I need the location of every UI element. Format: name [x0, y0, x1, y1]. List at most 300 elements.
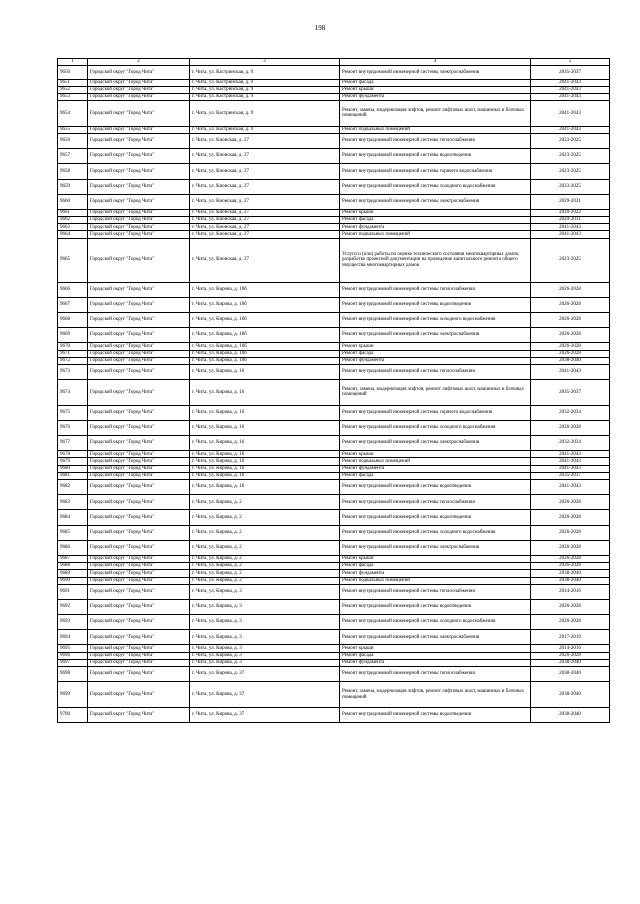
- municipality-cell: Городской округ "Город Чита": [88, 420, 190, 435]
- address-cell: г. Чита, ул. Кирова, д. 16: [190, 451, 340, 458]
- municipality-cell: Городской округ "Город Чита": [88, 357, 190, 364]
- work-type-cell: Ремонт фундамента: [340, 357, 531, 364]
- row-number: 9686: [58, 540, 88, 555]
- table-row: [58, 465, 610, 472]
- column-header: 1: [58, 59, 88, 66]
- table-row: [58, 238, 610, 282]
- row-number: 9694: [58, 630, 88, 645]
- row-number: 9659: [58, 179, 88, 194]
- period-cell: 2035-2037: [531, 380, 610, 406]
- table-row: [58, 217, 610, 224]
- work-type-cell: Ремонт фундамента: [340, 224, 531, 231]
- row-number: 9658: [58, 164, 88, 179]
- table-header-row: [58, 59, 610, 66]
- address-cell: г. Чита, ул. Кирова, д. 37: [190, 682, 340, 708]
- period-cell: 2038-2040: [531, 570, 610, 577]
- address-cell: г. Чита, ул. Кирова, д. 2: [190, 525, 340, 540]
- municipality-cell: Городской округ "Город Чита": [88, 510, 190, 525]
- row-number: 9678: [58, 451, 88, 458]
- work-type-cell: Ремонт внутридомовой инженерной системы водоотведения: [340, 149, 531, 164]
- row-number: 9674: [58, 380, 88, 406]
- period-cell: 2020-2022: [531, 209, 610, 216]
- table-row: [58, 101, 610, 127]
- row-number: 9673: [58, 364, 88, 379]
- period-cell: 2026-2028: [531, 495, 610, 510]
- period-cell: 2023-2025: [531, 149, 610, 164]
- work-type-cell: Ремонт внутридомовой инженерной системы холодного водоснабжения: [340, 179, 531, 194]
- work-type-cell: Ремонт внутридомовой инженерной системы электроснабжения: [340, 194, 531, 209]
- table-row: [58, 297, 610, 312]
- work-type-cell: Ремонт подвальных помещений: [340, 458, 531, 465]
- period-cell: 2026-2028: [531, 297, 610, 312]
- period-cell: 2038-2040: [531, 577, 610, 584]
- table-row: [58, 525, 610, 540]
- address-cell: г. Чита, ул. Кирова, д. 10б: [190, 297, 340, 312]
- work-type-cell: Ремонт внутридомовой инженерной системы водоотведения: [340, 297, 531, 312]
- address-cell: г. Чита, ул. Кионская, д. 27: [190, 149, 340, 164]
- row-number: 9672: [58, 357, 88, 364]
- work-type-cell: Ремонт внутридомовой инженерной системы электроснабжения: [340, 436, 531, 451]
- row-number: 9675: [58, 405, 88, 420]
- row-number: 9657: [58, 149, 88, 164]
- table-row: [58, 563, 610, 570]
- municipality-cell: Городской округ "Город Чита": [88, 652, 190, 659]
- work-type-cell: Ремонт внутридомовой инженерной системы электроснабжения: [340, 328, 531, 343]
- table-row: [58, 652, 610, 659]
- address-cell: г. Чита, ул. Кастринская, д. 9: [190, 126, 340, 133]
- period-cell: 2023-2025: [531, 133, 610, 148]
- row-number: 9700: [58, 707, 88, 722]
- work-type-cell: Услуги и (или) работы по оценке технического состояния многоквартирных домов, разработке проектной документации на проведение капитального ремонта общего имущества многоквартирных домов: [340, 238, 531, 282]
- municipality-cell: Городской округ "Город Чита": [88, 570, 190, 577]
- municipality-cell: Городской округ "Город Чита": [88, 659, 190, 666]
- address-cell: г. Чита, ул. Кирова, д. 2: [190, 510, 340, 525]
- table-row: [58, 584, 610, 599]
- address-cell: г. Чита, ул. Кирова, д. 10б: [190, 313, 340, 328]
- municipality-cell: Городской округ "Город Чита": [88, 238, 190, 282]
- table-row: [58, 707, 610, 722]
- row-number: 9695: [58, 645, 88, 652]
- address-cell: г. Чита, ул. Кирова, д. 16: [190, 465, 340, 472]
- period-cell: 2026-2028: [531, 525, 610, 540]
- row-number: 9679: [58, 458, 88, 465]
- period-cell: 2041-2043: [531, 101, 610, 127]
- municipality-cell: Городской округ "Город Чита": [88, 149, 190, 164]
- period-cell: 2026-2028: [531, 599, 610, 614]
- work-type-cell: Ремонт внутридомовой инженерной системы водоотведения: [340, 480, 531, 495]
- period-cell: 2023-2025: [531, 164, 610, 179]
- work-type-cell: Ремонт внутридомовой инженерной системы водоотведения: [340, 707, 531, 722]
- period-cell: 2026-2028: [531, 563, 610, 570]
- period-cell: 2026-2028: [531, 328, 610, 343]
- row-number: 9668: [58, 313, 88, 328]
- municipality-cell: Городской округ "Город Чита": [88, 667, 190, 682]
- table-row: [58, 126, 610, 133]
- municipality-cell: Городской округ "Город Чита": [88, 86, 190, 93]
- municipality-cell: Городской округ "Город Чита": [88, 599, 190, 614]
- row-number: 9693: [58, 615, 88, 630]
- address-cell: г. Чита, ул. Кирова, д. 16: [190, 364, 340, 379]
- work-type-cell: Ремонт внутридомовой инженерной системы холодного водоснабжения: [340, 615, 531, 630]
- address-cell: г. Чита, ул. Кионская, д. 27: [190, 238, 340, 282]
- table-row: [58, 472, 610, 479]
- address-cell: г. Чита, ул. Кирова, д. 2: [190, 495, 340, 510]
- table-row: [58, 458, 610, 465]
- period-cell: 2038-2040: [531, 357, 610, 364]
- table-row: [58, 380, 610, 406]
- work-type-cell: Ремонт, замена, модернизация лифтов, ремонт лифтовых шахт, машинных и блочных помещений: [340, 682, 531, 708]
- table-row: [58, 66, 610, 80]
- municipality-cell: Городской округ "Город Чита": [88, 682, 190, 708]
- address-cell: г. Чита, ул. Кирова, д. 2: [190, 540, 340, 555]
- address-cell: г. Чита, ул. Кастринская, д. 9: [190, 79, 340, 86]
- municipality-cell: Городской округ "Город Чита": [88, 101, 190, 127]
- period-cell: 2038-2040: [531, 667, 610, 682]
- table-row: [58, 133, 610, 148]
- table-row: [58, 209, 610, 216]
- municipality-cell: Городской округ "Город Чита": [88, 66, 190, 80]
- row-number: 9683: [58, 495, 88, 510]
- municipality-cell: Городской округ "Город Чита": [88, 194, 190, 209]
- municipality-cell: Городской округ "Город Чита": [88, 563, 190, 570]
- table-row: [58, 570, 610, 577]
- table-row: [58, 79, 610, 86]
- period-cell: 2026-2028: [531, 313, 610, 328]
- work-type-cell: Ремонт фасада: [340, 217, 531, 224]
- address-cell: г. Чита, ул. Кирова, д. 16: [190, 405, 340, 420]
- municipality-cell: Городской округ "Город Чита": [88, 282, 190, 297]
- work-type-cell: Ремонт фасада: [340, 652, 531, 659]
- work-type-cell: Ремонт внутридомовой инженерной системы водоотведения: [340, 510, 531, 525]
- table-row: [58, 343, 610, 350]
- table-row: [58, 630, 610, 645]
- row-number: 9650: [58, 66, 88, 80]
- row-number: 9664: [58, 231, 88, 238]
- municipality-cell: Городской округ "Город Чита": [88, 93, 190, 100]
- work-type-cell: Ремонт крыши: [340, 343, 531, 350]
- address-cell: г. Чита, ул. Кирова, д. 2: [190, 570, 340, 577]
- municipality-cell: Городской округ "Город Чита": [88, 79, 190, 86]
- period-cell: 2032-2034: [531, 405, 610, 420]
- municipality-cell: Городской округ "Город Чита": [88, 179, 190, 194]
- row-number: 9680: [58, 465, 88, 472]
- period-cell: 2026-2028: [531, 652, 610, 659]
- municipality-cell: Городской округ "Город Чита": [88, 126, 190, 133]
- address-cell: г. Чита, ул. Кирова, д. 10б: [190, 357, 340, 364]
- municipality-cell: Городской округ "Город Чита": [88, 380, 190, 406]
- period-cell: 2041-2043: [531, 465, 610, 472]
- table-row: [58, 451, 610, 458]
- address-cell: г. Чита, ул. Кирова, д. 10б: [190, 350, 340, 357]
- work-type-cell: Ремонт внутридомовой инженерной системы горячего водоснабжения: [340, 405, 531, 420]
- period-cell: 2026-2028: [531, 615, 610, 630]
- row-number: 9655: [58, 126, 88, 133]
- work-type-cell: Ремонт, замена, модернизация лифтов, ремонт лифтовых шахт, машинных и блочных помещений: [340, 380, 531, 406]
- row-number: 9670: [58, 343, 88, 350]
- row-number: 9685: [58, 525, 88, 540]
- table-row: [58, 231, 610, 238]
- work-type-cell: Ремонт внутридомовой инженерной системы теплоснабжения: [340, 667, 531, 682]
- work-type-cell: Ремонт внутридомовой инженерной системы водоотведения: [340, 599, 531, 614]
- work-type-cell: Ремонт крыши: [340, 451, 531, 458]
- row-number: 9669: [58, 328, 88, 343]
- table-row: [58, 224, 610, 231]
- address-cell: г. Чита, ул. Кионская, д. 27: [190, 194, 340, 209]
- work-type-cell: Ремонт подвальных помещений: [340, 126, 531, 133]
- municipality-cell: Городской округ "Город Чита": [88, 297, 190, 312]
- work-type-cell: Ремонт подвальных помещений: [340, 231, 531, 238]
- table-row: [58, 86, 610, 93]
- work-type-cell: Ремонт фасада: [340, 472, 531, 479]
- table-row: [58, 667, 610, 682]
- period-cell: 2041-2043: [531, 451, 610, 458]
- row-number: 9662: [58, 217, 88, 224]
- row-number: 9690: [58, 577, 88, 584]
- row-number: 9691: [58, 584, 88, 599]
- row-number: 9689: [58, 570, 88, 577]
- municipality-cell: Городской округ "Город Чита": [88, 525, 190, 540]
- table-row: [58, 420, 610, 435]
- municipality-cell: Городской округ "Город Чита": [88, 209, 190, 216]
- row-number: 9654: [58, 101, 88, 127]
- municipality-cell: Городской округ "Город Чита": [88, 630, 190, 645]
- row-number: 9651: [58, 79, 88, 86]
- work-type-cell: Ремонт внутридомовой инженерной системы теплоснабжения: [340, 584, 531, 599]
- period-cell: 2041-2043: [531, 126, 610, 133]
- period-cell: 2041-2043: [531, 224, 610, 231]
- municipality-cell: Городской округ "Город Чита": [88, 313, 190, 328]
- municipality-cell: Городской округ "Город Чита": [88, 328, 190, 343]
- work-type-cell: Ремонт внутридомовой инженерной системы электроснабжения: [340, 540, 531, 555]
- table-row: [58, 179, 610, 194]
- work-type-cell: Ремонт крыши: [340, 209, 531, 216]
- work-type-cell: Ремонт внутридомовой инженерной системы электроснабжения: [340, 630, 531, 645]
- row-number: 9684: [58, 510, 88, 525]
- period-cell: 2041-2043: [531, 79, 610, 86]
- table-row: [58, 313, 610, 328]
- address-cell: г. Чита, ул. Кионская, д. 27: [190, 217, 340, 224]
- period-cell: 2014-2016: [531, 645, 610, 652]
- address-cell: г. Чита, ул. Кирова, д. 16: [190, 472, 340, 479]
- municipality-cell: Городской округ "Город Чита": [88, 405, 190, 420]
- row-number: 9697: [58, 659, 88, 666]
- municipality-cell: Городской округ "Город Чита": [88, 645, 190, 652]
- address-cell: г. Чита, ул. Кирова, д. 3: [190, 645, 340, 652]
- address-cell: г. Чита, ул. Кирова, д. 3: [190, 652, 340, 659]
- work-type-cell: Ремонт внутридомовой инженерной системы теплоснабжения: [340, 495, 531, 510]
- table-row: [58, 555, 610, 562]
- address-cell: г. Чита, ул. Кирова, д. 10б: [190, 343, 340, 350]
- address-cell: г. Чита, ул. Кионская, д. 27: [190, 179, 340, 194]
- municipality-cell: Городской округ "Город Чита": [88, 436, 190, 451]
- table-row: [58, 436, 610, 451]
- work-type-cell: Ремонт внутридомовой инженерной системы теплоснабжения: [340, 364, 531, 379]
- row-number: 9656: [58, 133, 88, 148]
- address-cell: г. Чита, ул. Кионская, д. 27: [190, 133, 340, 148]
- address-cell: г. Чита, ул. Кирова, д. 16: [190, 436, 340, 451]
- work-type-cell: Ремонт, замена, модернизация лифтов, ремонт лифтовых шахт, машинных и блочных помещений: [340, 101, 531, 127]
- address-cell: г. Чита, ул. Кирова, д. 37: [190, 667, 340, 682]
- municipality-cell: Городской округ "Город Чита": [88, 133, 190, 148]
- row-number: 9676: [58, 420, 88, 435]
- row-number: 9692: [58, 599, 88, 614]
- period-cell: 2035-2037: [531, 472, 610, 479]
- address-cell: г. Чита, ул. Кирова, д. 3: [190, 584, 340, 599]
- work-type-cell: Ремонт внутридомовой инженерной системы электроснабжения: [340, 66, 531, 80]
- period-cell: 2026-2028: [531, 350, 610, 357]
- period-cell: 2029-2031: [531, 194, 610, 209]
- address-cell: г. Чита, ул. Кирова, д. 2: [190, 555, 340, 562]
- period-cell: 2041-2043: [531, 86, 610, 93]
- period-cell: 2041-2043: [531, 458, 610, 465]
- period-cell: 2023-2025: [531, 179, 610, 194]
- work-type-cell: Ремонт фундамента: [340, 465, 531, 472]
- period-cell: 2041-2043: [531, 364, 610, 379]
- address-cell: г. Чита, ул. Кастринская, д. 9: [190, 66, 340, 80]
- table-row: [58, 510, 610, 525]
- work-type-cell: Ремонт фундамента: [340, 659, 531, 666]
- row-number: 9688: [58, 563, 88, 570]
- municipality-cell: Городской округ "Город Чита": [88, 350, 190, 357]
- row-number: 9665: [58, 238, 88, 282]
- table-row: [58, 480, 610, 495]
- table-row: [58, 599, 610, 614]
- municipality-cell: Городской округ "Город Чита": [88, 480, 190, 495]
- row-number: 9652: [58, 86, 88, 93]
- address-cell: г. Чита, ул. Кирова, д. 3: [190, 659, 340, 666]
- row-number: 9699: [58, 682, 88, 708]
- period-cell: 2041-2043: [531, 93, 610, 100]
- work-type-cell: Ремонт подвальных помещений: [340, 577, 531, 584]
- table-row: [58, 364, 610, 379]
- address-cell: г. Чита, ул. Кирова, д. 3: [190, 630, 340, 645]
- address-cell: г. Чита, ул. Кионская, д. 27: [190, 164, 340, 179]
- table-row: [58, 540, 610, 555]
- table-row: [58, 645, 610, 652]
- row-number: 9698: [58, 667, 88, 682]
- period-cell: 2038-2040: [531, 682, 610, 708]
- table-row: [58, 357, 610, 364]
- row-number: 9677: [58, 436, 88, 451]
- work-type-cell: Ремонт крыши: [340, 645, 531, 652]
- municipality-cell: Городской округ "Город Чита": [88, 495, 190, 510]
- period-cell: 2032-2034: [531, 436, 610, 451]
- address-cell: г. Чита, ул. Кионская, д. 27: [190, 209, 340, 216]
- address-cell: г. Чита, ул. Кирова, д. 2: [190, 563, 340, 570]
- address-cell: г. Чита, ул. Кионская, д. 27: [190, 224, 340, 231]
- column-header: 3: [190, 59, 340, 66]
- row-number: 9687: [58, 555, 88, 562]
- address-cell: г. Чита, ул. Кастринская, д. 9: [190, 86, 340, 93]
- table-row: [58, 577, 610, 584]
- address-cell: г. Чита, ул. Кирова, д. 10б: [190, 328, 340, 343]
- table-row: [58, 350, 610, 357]
- row-number: 9660: [58, 194, 88, 209]
- row-number: 9663: [58, 224, 88, 231]
- period-cell: 2026-2028: [531, 282, 610, 297]
- work-type-cell: Ремонт крыши: [340, 86, 531, 93]
- municipality-cell: Городской округ "Город Чита": [88, 707, 190, 722]
- period-cell: 2026-2028: [531, 540, 610, 555]
- municipality-cell: Городской округ "Город Чита": [88, 615, 190, 630]
- address-cell: г. Чита, ул. Кионская, д. 27: [190, 231, 340, 238]
- municipality-cell: Городской округ "Город Чита": [88, 465, 190, 472]
- period-cell: 2026-2028: [531, 555, 610, 562]
- municipality-cell: Городской округ "Город Чита": [88, 231, 190, 238]
- work-type-cell: Ремонт внутридомовой инженерной системы холодного водоснабжения: [340, 525, 531, 540]
- municipality-cell: Городской округ "Город Чита": [88, 555, 190, 562]
- row-number: 9661: [58, 209, 88, 216]
- period-cell: 2038-2040: [531, 659, 610, 666]
- address-cell: г. Чита, ул. Кирова, д. 3: [190, 615, 340, 630]
- address-cell: г. Чита, ул. Кастринская, д. 9: [190, 101, 340, 127]
- table-row: [58, 149, 610, 164]
- address-cell: г. Чита, ул. Кирова, д. 16: [190, 458, 340, 465]
- row-number: 9671: [58, 350, 88, 357]
- work-type-cell: Ремонт фасада: [340, 350, 531, 357]
- table-row: [58, 194, 610, 209]
- row-number: 9653: [58, 93, 88, 100]
- work-type-cell: Ремонт внутридомовой инженерной системы теплоснабжения: [340, 282, 531, 297]
- work-type-cell: Ремонт фундамента: [340, 93, 531, 100]
- address-cell: г. Чита, ул. Кастринская, д. 9: [190, 93, 340, 100]
- work-type-cell: Ремонт внутридомовой инженерной системы холодного водоснабжения: [340, 420, 531, 435]
- table-row: [58, 682, 610, 708]
- table-row: [58, 282, 610, 297]
- address-cell: г. Чита, ул. Кирова, д. 16: [190, 480, 340, 495]
- row-number: 9682: [58, 480, 88, 495]
- work-type-cell: Ремонт фасада: [340, 563, 531, 570]
- municipality-cell: Городской округ "Город Чита": [88, 472, 190, 479]
- period-cell: 2041-2043: [531, 480, 610, 495]
- period-cell: 2026-2028: [531, 510, 610, 525]
- work-type-cell: Ремонт внутридомовой инженерной системы теплоснабжения: [340, 133, 531, 148]
- row-number: 9696: [58, 652, 88, 659]
- address-cell: г. Чита, ул. Кирова, д. 37: [190, 707, 340, 722]
- table-row: [58, 93, 610, 100]
- table-row: [58, 405, 610, 420]
- period-cell: 2038-2040: [531, 707, 610, 722]
- period-cell: 2035-2037: [531, 66, 610, 80]
- work-type-cell: Ремонт крыши: [340, 555, 531, 562]
- work-type-cell: Ремонт фасада: [340, 79, 531, 86]
- work-type-cell: Ремонт внутридомовой инженерной системы холодного водоснабжения: [340, 313, 531, 328]
- address-cell: г. Чита, ул. Кирова, д. 10б: [190, 282, 340, 297]
- row-number: 9667: [58, 297, 88, 312]
- work-type-cell: Ремонт фундамента: [340, 570, 531, 577]
- municipality-cell: Городской округ "Город Чита": [88, 458, 190, 465]
- municipality-cell: Городской округ "Город Чита": [88, 364, 190, 379]
- page-number: 198: [314, 24, 326, 32]
- table-row: [58, 495, 610, 510]
- period-cell: 2017-2019: [531, 630, 610, 645]
- municipality-cell: Городской округ "Город Чита": [88, 164, 190, 179]
- table-row: [58, 659, 610, 666]
- row-number: 9666: [58, 282, 88, 297]
- table-row: [58, 615, 610, 630]
- period-cell: 2023-2025: [531, 238, 610, 282]
- address-cell: г. Чита, ул. Кирова, д. 16: [190, 420, 340, 435]
- period-cell: 2026-2028: [531, 420, 610, 435]
- column-header: 5: [531, 59, 610, 66]
- municipality-cell: Городской округ "Город Чита": [88, 224, 190, 231]
- period-cell: 2029-2031: [531, 217, 610, 224]
- municipality-cell: Городской округ "Город Чита": [88, 451, 190, 458]
- work-type-cell: Ремонт внутридомовой инженерной системы горячего водоснабжения: [340, 164, 531, 179]
- municipality-cell: Городской округ "Город Чита": [88, 577, 190, 584]
- table-row: [58, 164, 610, 179]
- address-cell: г. Чита, ул. Кирова, д. 16: [190, 380, 340, 406]
